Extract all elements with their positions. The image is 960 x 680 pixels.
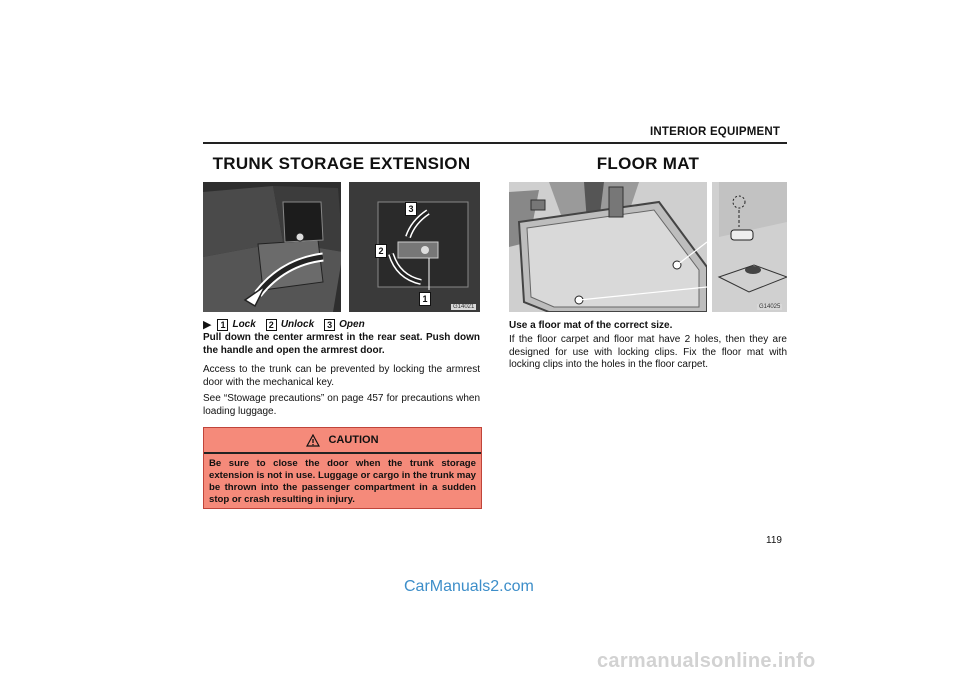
legend-num-3: 3 — [324, 319, 335, 331]
legend-label-unlock: Unlock — [280, 319, 315, 330]
legend-label-lock: Lock — [232, 319, 256, 330]
caution-box — [203, 427, 482, 509]
callout-2: 2 — [375, 244, 387, 258]
watermark-carmanualsonline: carmanualsonline.info — [597, 650, 816, 672]
position-legend — [203, 318, 365, 331]
pointer-arrow-icon: ▶ — [203, 319, 212, 331]
access-paragraph: Access to the trunk can be prevented by locking the armrest door with the mechanical key. — [203, 364, 480, 388]
page-number: 119 — [766, 535, 782, 546]
figure-code-right: G14025 — [759, 304, 781, 310]
floor-mat-drawing — [509, 182, 787, 312]
floor-mat-size-instruction: Use a floor mat of the correct size. — [509, 320, 673, 331]
legend-label-open: Open — [339, 319, 365, 330]
section-header: INTERIOR EQUIPMENT — [650, 126, 781, 138]
watermark-carmanuals2: CarManuals2.com — [404, 578, 534, 595]
legend-num-2: 2 — [266, 319, 277, 331]
callout-1: 1 — [419, 292, 431, 306]
caution-header — [204, 428, 481, 452]
trunk-storage-title: TRUNK STORAGE EXTENSION — [212, 154, 471, 173]
floor-mat-illustration — [509, 182, 787, 312]
armrest-drawing — [203, 182, 480, 312]
caution-heading: CAUTION — [328, 434, 379, 446]
armrest-illustration — [203, 182, 480, 312]
warning-triangle-icon — [306, 434, 320, 447]
floor-mat-title: FLOOR MAT — [596, 154, 700, 173]
locking-clips-paragraph: If the floor carpet and floor mat have 2 holes, then they are designed for use with locking clips. Fix the floor mat with locking clips into the holes in the floor carpet. — [509, 334, 787, 370]
caution-text: Be sure to close the door when the trunk storage extension is not in use. Luggage or cargo in the trunk may be thrown into the passenger compartment in a sudden stop or crash resulting in injury. — [209, 458, 476, 505]
figure-code-left: G14021 — [453, 304, 475, 310]
stowage-reference: See “Stowage precautions” on page 457 for precautions when loading luggage. — [203, 393, 480, 417]
callout-3: 3 — [405, 202, 417, 216]
armrest-instruction: Pull down the center armrest in the rear seat. Push down the handle and open the armrest door. — [203, 332, 480, 356]
legend-num-1: 1 — [217, 319, 228, 331]
header-rule — [203, 142, 787, 144]
